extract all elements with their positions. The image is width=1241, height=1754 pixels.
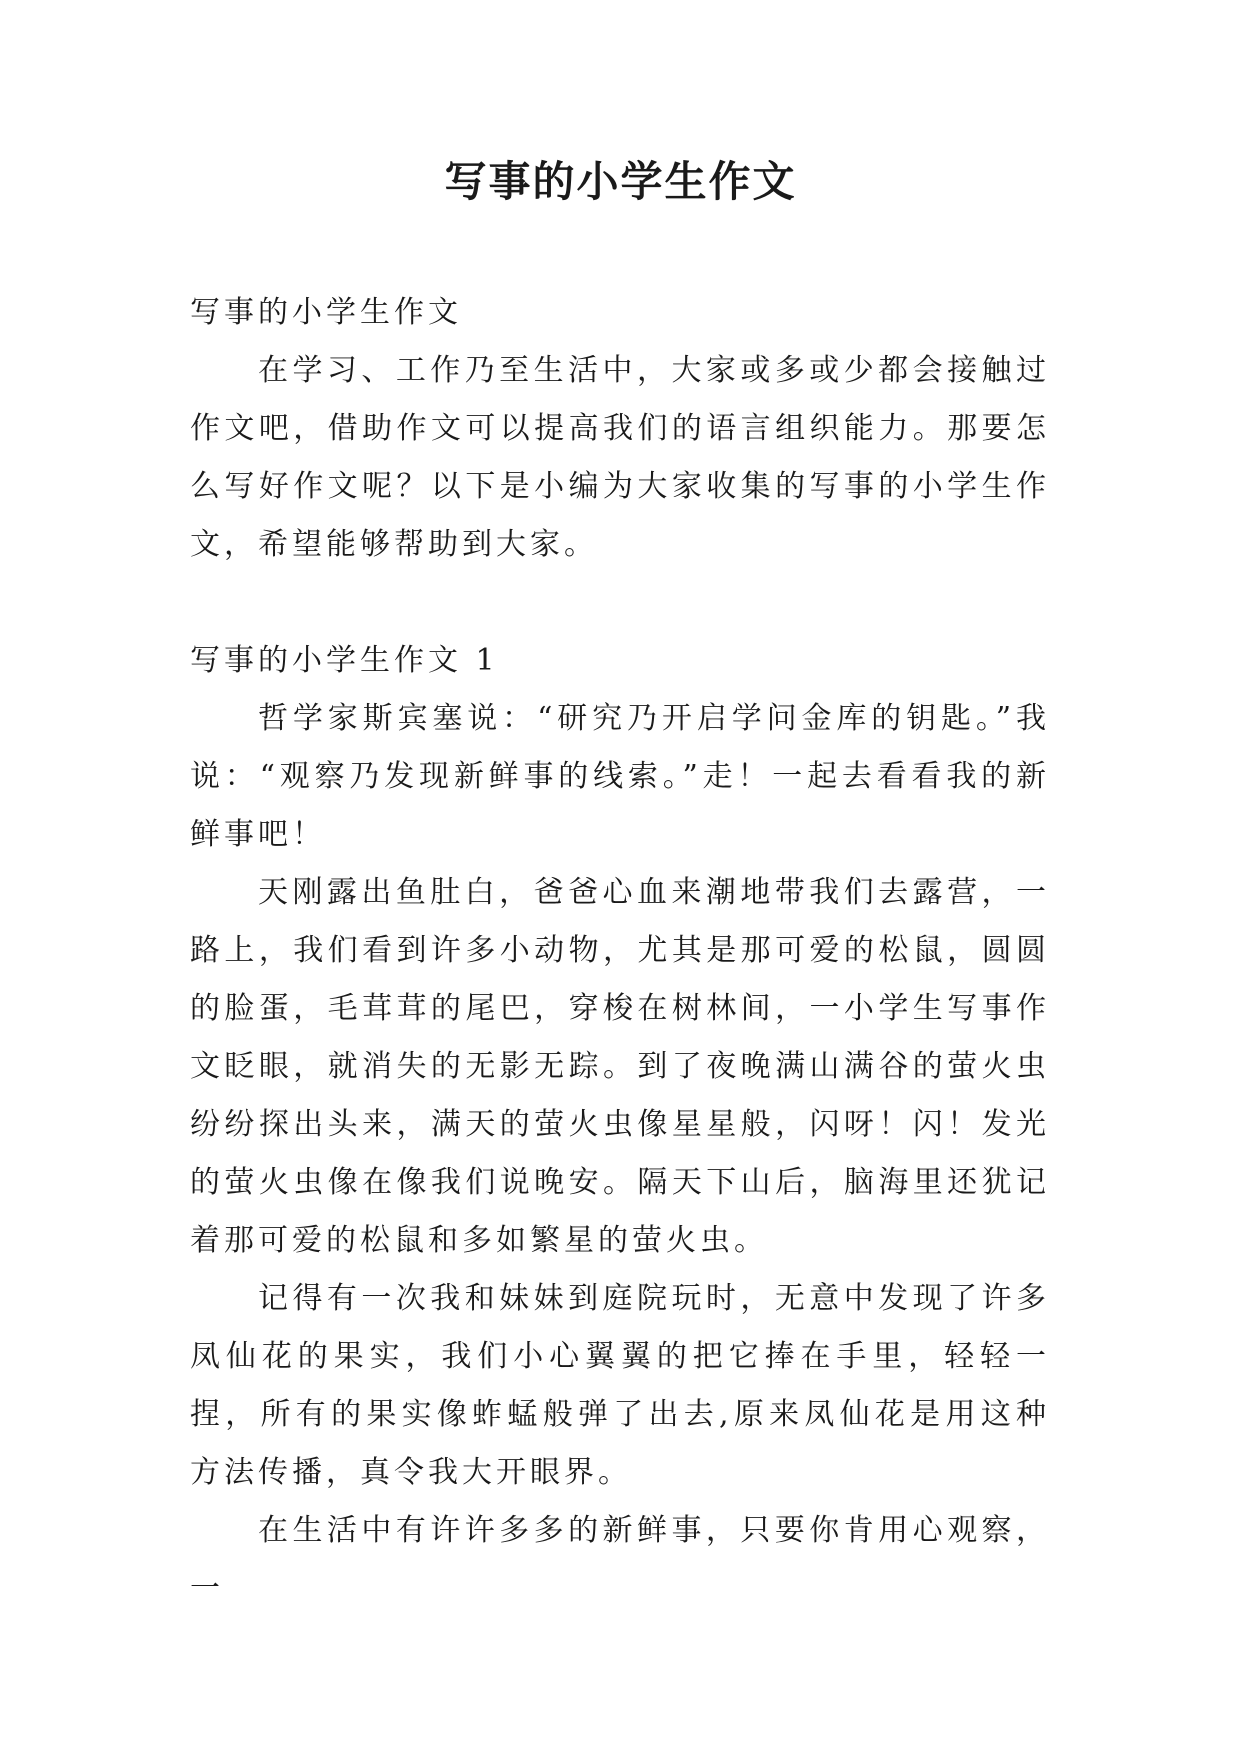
intro-heading: 写事的小学生作文 — [190, 295, 462, 330]
document-title: 写事的小学生作文 — [444, 157, 797, 206]
section-spacer — [190, 574, 1050, 632]
body-paragraph: 在生活中有许许多多的新鲜事，只要你肯用心观察，一 — [190, 1513, 1050, 1606]
section-heading: 写事的小学生作文 1 — [190, 643, 499, 678]
body-paragraph: 记得有一次我和妹妹到庭院玩时，无意中发现了许多凤仙花的果实，我们小心翼翼的把它捧在手里，轻轻一捏，所有的果实像蚱蜢般弹了出去,原来凤仙花是用这种方法传播，真令我大开眼界。 — [190, 1281, 1050, 1490]
document-body — [190, 284, 1050, 1618]
body-paragraph: 哲学家斯宾塞说：“研究乃开启学问金库的钥匙。”我说：“观察乃发现新鲜事的线索。”走！一起去看看我的新鲜事吧！ — [190, 701, 1050, 852]
intro-paragraph: 在学习、工作乃至生活中，大家或多或少都会接触过作文吧，借助作文可以提高我们的语言组织能力。那要怎么写好作文呢？以下是小编为大家收集的写事的小学生作文，希望能够帮助到大家。 — [190, 353, 1050, 562]
body-paragraph: 天刚露出鱼肚白，爸爸心血来潮地带我们去露营，一路上，我们看到许多小动物，尤其是那可爱的松鼠，圆圆的脸蛋，毛茸茸的尾巴，穿梭在树林间，一小学生写事作文眨眼，就消失的无影无踪。到了夜晚满山满谷的萤火虫纷纷探出头来，满天的萤火虫像星星般，闪呀！闪！发光的萤火虫像在像我们说晚安。隔天下山后，脑海里还犹记着那可爱的松鼠和多如繁星的萤火虫。 — [190, 875, 1050, 1258]
